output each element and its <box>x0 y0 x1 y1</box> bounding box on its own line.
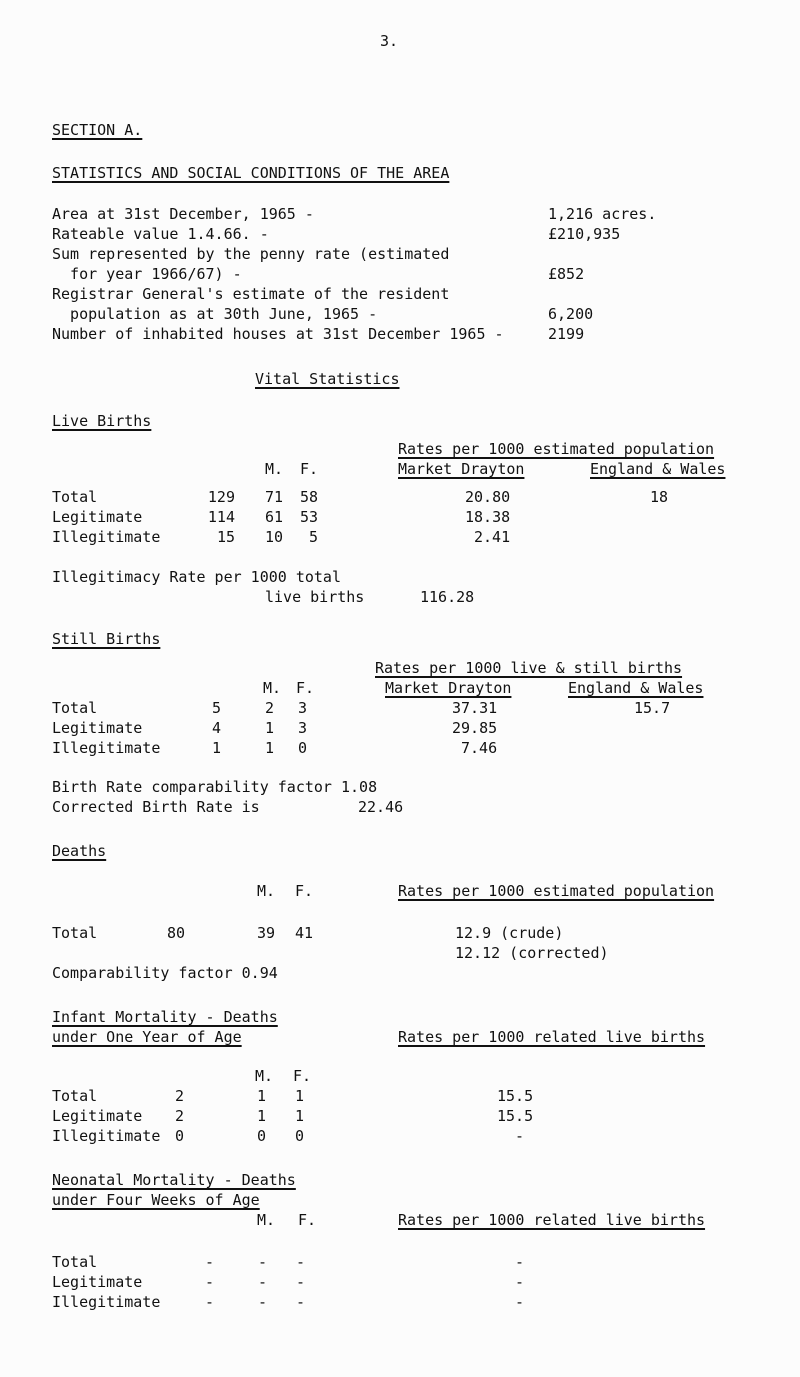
row-label: Total <box>52 488 98 506</box>
area-stat-label: Number of inhabited houses at 31st December 1965 - <box>52 325 504 343</box>
col-market-drayton: Market Drayton <box>398 460 525 478</box>
row-label: Total <box>52 699 98 717</box>
section-title: SECTION A. <box>52 121 143 139</box>
illegitimacy-rate-label-2: live births <box>265 588 365 606</box>
area-stat-value: 1,216 acres. <box>548 205 657 223</box>
row-f: 53 <box>300 508 319 526</box>
row-n: - <box>205 1293 215 1311</box>
row-n: 0 <box>175 1127 185 1145</box>
col-m: M. <box>255 1067 274 1085</box>
row-md: 29.85 <box>452 719 498 737</box>
deaths-corrected-rate: 12.12 (corrected) <box>455 944 609 962</box>
col-f: F. <box>300 460 319 478</box>
row-n: 15 <box>216 528 235 546</box>
col-m: M. <box>263 679 282 697</box>
row-rate: - <box>515 1293 525 1311</box>
row-label: Illegitimate <box>52 739 161 757</box>
row-f: - <box>296 1253 306 1271</box>
col-f: F. <box>295 882 314 900</box>
row-n: 1 <box>212 739 222 757</box>
area-stat-value: 6,200 <box>548 305 594 323</box>
row-f: 5 <box>309 528 319 546</box>
row-m: 61 <box>265 508 284 526</box>
row-label: Legitimate <box>52 719 143 737</box>
row-md: 2.41 <box>474 528 511 546</box>
illegitimacy-rate-value: 116.28 <box>420 588 475 606</box>
row-m: 10 <box>265 528 284 546</box>
row-md: 37.31 <box>452 699 498 717</box>
row-md: 20.80 <box>465 488 511 506</box>
deaths-title: Deaths <box>52 842 107 860</box>
row-label: Total <box>52 1087 98 1105</box>
row-f: - <box>296 1293 306 1311</box>
deaths-total-label: Total <box>52 924 98 942</box>
row-n: - <box>205 1253 215 1271</box>
infant-mortality-subtitle: under One Year of Age <box>52 1028 242 1046</box>
col-m: M. <box>265 460 284 478</box>
row-m: - <box>258 1253 268 1271</box>
row-label: Legitimate <box>52 1107 143 1125</box>
row-m: 2 <box>265 699 275 717</box>
row-label: Legitimate <box>52 1273 143 1291</box>
row-md: 18.38 <box>465 508 511 526</box>
row-m: - <box>258 1273 268 1291</box>
row-m: 1 <box>257 1087 267 1105</box>
deaths-rates-heading: Rates per 1000 estimated population <box>398 882 715 900</box>
row-m: 1 <box>257 1107 267 1125</box>
area-stat-label: Sum represented by the penny rate (estimated <box>52 245 450 263</box>
row-f: 0 <box>298 739 308 757</box>
row-n: 4 <box>212 719 222 737</box>
row-m: - <box>258 1293 268 1311</box>
row-n: - <box>205 1273 215 1291</box>
row-n: 114 <box>207 508 235 526</box>
deaths-comparability: Comparability factor 0.94 <box>52 964 278 982</box>
row-f: 1 <box>295 1087 305 1105</box>
area-stat-value: £852 <box>548 265 585 283</box>
col-m: M. <box>257 1211 276 1229</box>
col-f: F. <box>293 1067 312 1085</box>
page-number: 3. <box>380 32 399 50</box>
row-f: 0 <box>295 1127 305 1145</box>
row-f: 3 <box>298 699 308 717</box>
live-births-rates-heading: Rates per 1000 estimated population <box>398 440 715 458</box>
row-n: 2 <box>175 1087 185 1105</box>
row-ew: 18 <box>650 488 669 506</box>
neonatal-mortality-subtitle: under Four Weeks of Age <box>52 1191 260 1209</box>
deaths-total-f: 41 <box>295 924 314 942</box>
area-stat-label: Area at 31st December, 1965 - <box>52 205 314 223</box>
live-births-title: Live Births <box>52 412 152 430</box>
col-f: F. <box>298 1211 317 1229</box>
deaths-crude-rate: 12.9 (crude) <box>455 924 564 942</box>
area-stat-value: £210,935 <box>548 225 621 243</box>
col-england-wales: England & Wales <box>568 679 704 697</box>
row-m: 71 <box>265 488 284 506</box>
area-stat-label: population as at 30th June, 1965 - <box>52 305 378 323</box>
vital-statistics-title: Vital Statistics <box>255 370 400 388</box>
area-stat-label: Registrar General's estimate of the resident <box>52 285 450 303</box>
row-rate: 15.5 <box>497 1107 534 1125</box>
corrected-birth-rate-label: Corrected Birth Rate is <box>52 798 260 816</box>
area-stat-label: for year 1966/67) - <box>52 265 242 283</box>
row-f: 1 <box>295 1107 305 1125</box>
row-rate: - <box>515 1253 525 1271</box>
neonatal-rates-heading: Rates per 1000 related live births <box>398 1211 706 1229</box>
row-m: 1 <box>265 739 275 757</box>
area-stat-label: Rateable value 1.4.66. - <box>52 225 269 243</box>
still-births-rates-heading: Rates per 1000 live & still births <box>375 659 683 677</box>
still-births-title: Still Births <box>52 630 161 648</box>
area-stat-value: 2199 <box>548 325 585 343</box>
row-f: 3 <box>298 719 308 737</box>
row-label: Illegitimate <box>52 528 161 546</box>
infant-mortality-title: Infant Mortality - Deaths <box>52 1008 278 1026</box>
col-f: F. <box>296 679 315 697</box>
row-n: 129 <box>207 488 235 506</box>
row-n: 2 <box>175 1107 185 1125</box>
row-ew: 15.7 <box>634 699 671 717</box>
row-f: 58 <box>300 488 319 506</box>
col-market-drayton: Market Drayton <box>385 679 512 697</box>
row-label: Total <box>52 1253 98 1271</box>
row-rate: 15.5 <box>497 1087 534 1105</box>
row-rate: - <box>515 1127 525 1145</box>
row-label: Legitimate <box>52 508 143 526</box>
row-md: 7.46 <box>461 739 498 757</box>
neonatal-mortality-title: Neonatal Mortality - Deaths <box>52 1171 296 1189</box>
deaths-total-m: 39 <box>257 924 276 942</box>
birth-rate-comparability: Birth Rate comparability factor 1.08 <box>52 778 378 796</box>
row-rate: - <box>515 1273 525 1291</box>
deaths-total-n: 80 <box>167 924 186 942</box>
row-f: - <box>296 1273 306 1291</box>
page-heading: STATISTICS AND SOCIAL CONDITIONS OF THE AREA <box>52 164 450 182</box>
col-england-wales: England & Wales <box>590 460 726 478</box>
row-label: Illegitimate <box>52 1127 161 1145</box>
row-m: 1 <box>265 719 275 737</box>
row-m: 0 <box>257 1127 267 1145</box>
infant-rates-heading: Rates per 1000 related live births <box>398 1028 706 1046</box>
row-n: 5 <box>212 699 222 717</box>
row-label: Illegitimate <box>52 1293 161 1311</box>
illegitimacy-rate-label: Illegitimacy Rate per 1000 total <box>52 568 341 586</box>
col-m: M. <box>257 882 276 900</box>
corrected-birth-rate-value: 22.46 <box>358 798 404 816</box>
